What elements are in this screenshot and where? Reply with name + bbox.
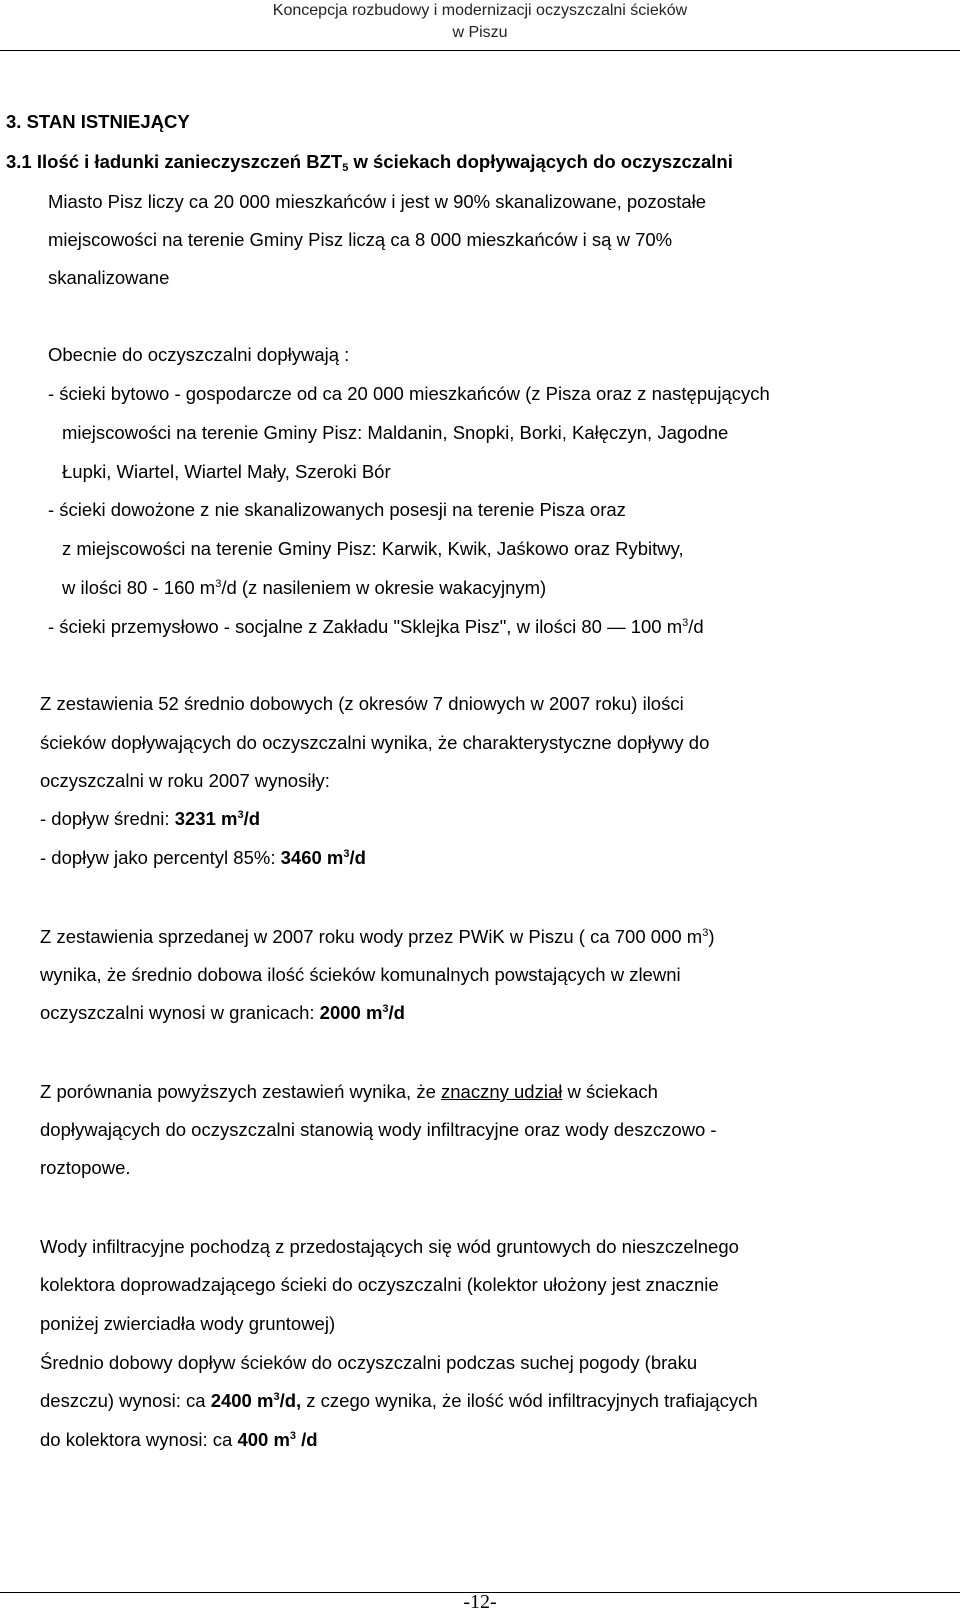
list-item-household-sewage: - ścieki bytowo - gospodarcze od ca 20 000 mieszkańców (z Pisza oraz z następujących	[48, 383, 770, 404]
average-inflow: - dopływ średni: 3231 $m^3/d$	[40, 808, 261, 829]
header-subtitle: w Piszu	[452, 24, 508, 41]
paragraph-3-line-1: Z zestawienia 52 średnio dobowych (z okresów 7 dniowych w 2007 roku) ilości	[40, 693, 684, 714]
paragraph-1-line-3: skanalizowane	[48, 267, 170, 288]
paragraph-6-line-2: kolektora doprowadzającego ścieki do oczyszczalni (kolektor ułożony jest znacznie	[40, 1274, 719, 1295]
paragraph-6-line-5: deszczu) wynosi: ca 2400 $m^3/d$, z czego wynika, że ilość wód infiltracyjnych trafiających	[40, 1390, 758, 1411]
paragraph-6-line-4: Średnio dobowy dopływ ścieków do oczyszczalni podczas suchej pogody (braku	[40, 1352, 698, 1373]
underlined-phrase: znaczny udział	[441, 1081, 563, 1102]
paragraph-6-line-6: do kolektora wynosi: ca 400 $m^3$ /d	[40, 1429, 318, 1450]
list-item-delivered-sewage-cont-2: w ilości 80 - 160 $m^3/d$ (z nasileniem w okresie wakacyjnym)	[62, 577, 547, 598]
paragraph-5-line-3: roztopowe.	[40, 1157, 131, 1178]
paragraph-1-line-2: miejscowości na terenie Gminy Pisz liczą ca 8 000 mieszkańców i są w 70%	[48, 229, 673, 250]
list-item-industrial-sewage: - ścieki przemysłowo - socjalne z Zakładu "Sklejka Pisz", w ilości 80 — 100 $m^3/d$	[48, 616, 704, 637]
paragraph-6-line-1: Wody infiltracyjne pochodzą z przedostających się wód gruntowych do nieszczelnego	[40, 1236, 739, 1257]
paragraph-4-line-3: oczyszczalni wynosi w granicach: 2000 $m^3/d$	[40, 1002, 405, 1023]
page-number: -12-	[463, 1591, 497, 1613]
header-divider	[0, 50, 960, 51]
section-title: 3. STAN ISTNIEJĄCY	[6, 111, 190, 132]
paragraph-1-line-1: Miasto Pisz liczy ca 20 000 mieszkańców i jest w 90% skanalizowane, pozostałe	[48, 191, 707, 212]
list-item-household-sewage-cont-2: Łupki, Wiartel, Wiartel Mały, Szeroki Bór	[62, 461, 391, 482]
paragraph-5-line-1: Z porównania powyższych zestawień wynika, że znaczny udział w ściekach	[40, 1081, 658, 1102]
paragraph-3-line-2: ścieków dopływających do oczyszczalni wynika, że charakterystyczne dopływy do	[40, 732, 710, 753]
list-item-household-sewage-cont-1: miejscowości na terenie Gminy Pisz: Maldanin, Snopki, Borki, Kałęczyn, Jagodne	[62, 422, 729, 443]
percentile-inflow: - dopływ jako percentyl 85%: 3460 $m^3/d$	[40, 847, 366, 868]
paragraph-4-line-2: wynika, że średnio dobowa ilość ścieków komunalnych powstających w zlewni	[40, 964, 681, 985]
header-title: Koncepcja rozbudowy i modernizacji oczyszczalni ścieków	[272, 2, 688, 19]
list-item-delivered-sewage: - ścieki dowożone z nie skanalizowanych posesji na terenie Pisza oraz	[48, 499, 626, 520]
subsection-title: 3.1 Ilość i ładunki zanieczyszczeń $BZT_5$ w ściekach dopływających do oczyszczalni	[6, 151, 733, 174]
inflow-intro: Obecnie do oczyszczalni dopływają :	[48, 344, 350, 365]
paragraph-6-line-3: poniżej zwierciadła wody gruntowej)	[40, 1313, 336, 1334]
paragraph-5-line-2: dopływających do oczyszczalni stanowią wody infiltracyjne oraz wody deszczowo -	[40, 1119, 717, 1140]
list-item-delivered-sewage-cont-1: z miejscowości na terenie Gminy Pisz: Karwik, Kwik, Jaśkowo oraz Rybitwy,	[62, 538, 684, 559]
paragraph-4-line-1: Z zestawienia sprzedanej w 2007 roku wody przez PWiK w Piszu ( ca 700 000 $m^3$)	[40, 926, 715, 947]
page-header	[0, 0, 960, 44]
paragraph-3-line-3: oczyszczalni w roku 2007 wynosiły:	[40, 770, 330, 791]
